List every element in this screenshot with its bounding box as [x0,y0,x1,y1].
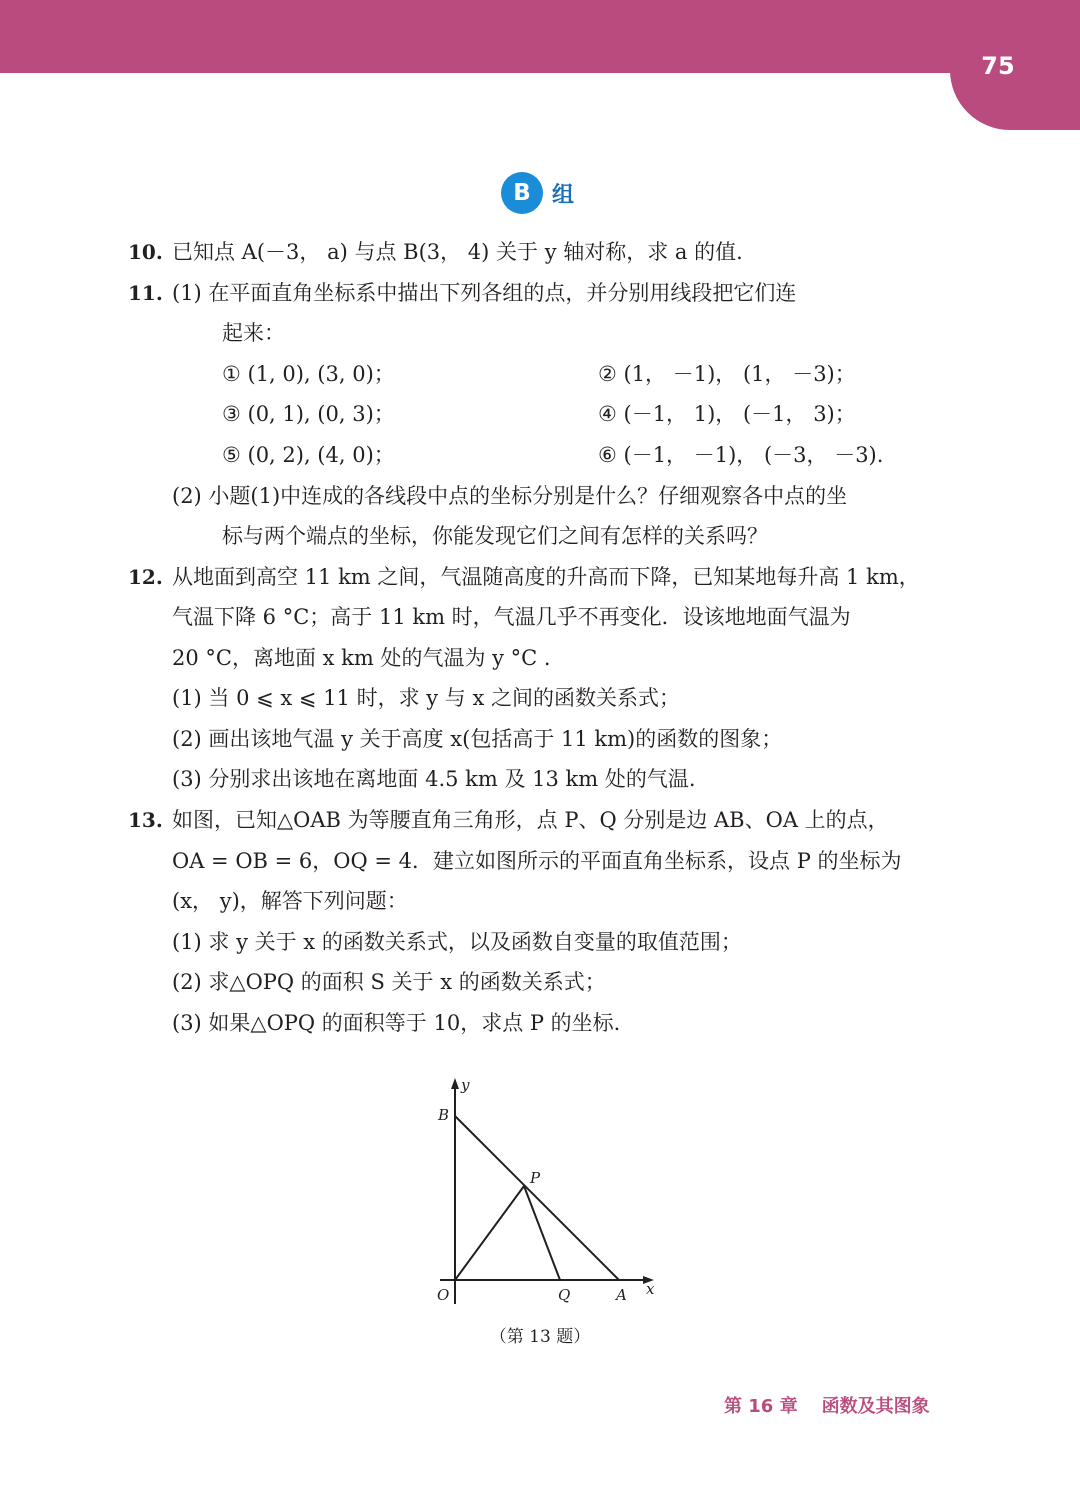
problem-13-q3: (3) 如果△OPQ 的面积等于 10，求点 P 的坐标. [172,1011,621,1035]
problem-12-q3: (3) 分别求出该地在离地面 4.5 km 及 13 km 处的气温. [172,767,696,791]
problem-11-part1-line1: (1) 在平面直角坐标系中描出下列各组的点，并分别用线段把它们连 [172,281,797,305]
problem-12-line3: 20 °C，离地面 x km 处的气温为 y °C . [172,646,551,670]
footer-chapter: 第 16 章 [724,1396,798,1417]
label-x: x [646,1280,655,1298]
group-badge: B [501,172,543,214]
y-axis-arrow [451,1078,459,1089]
triangle-figure [420,1072,670,1312]
problem-11-item-2: ② (1， －1)， (1， －3)； [598,362,856,386]
page-number: 75 [981,52,1015,80]
label-y: y [461,1076,470,1094]
chapter-footer [724,1392,954,1418]
problem-10-text: 已知点 A(－3， a) 与点 B(3， 4) 关于 y 轴对称，求 a 的值. [172,240,743,264]
problem-12-line1: 从地面到高空 11 km 之间，气温随高度的升高而下降，已知某地每升高 1 km， [172,565,920,589]
problem-11-item-1: ① (1, 0), (3, 0)； [222,362,395,386]
header-band [0,0,1080,73]
problem-12-line2: 气温下降 6 °C；高于 11 km 时，气温几乎不再变化．设该地地面气温为 [172,605,851,629]
problem-11-part1-line2: 起来： [222,321,285,345]
problem-11-number: 11. [128,281,163,305]
problem-12-q1: (1) 当 0 ⩽ x ⩽ 11 时，求 y 与 x 之间的函数关系式； [172,686,680,710]
page-number-tab [950,0,1080,130]
problem-10-number: 10. [128,240,163,264]
problem-12-number: 12. [128,565,163,589]
segment-op [455,1186,524,1280]
group-heading [501,172,574,214]
segment-pq [524,1186,560,1280]
group-label: 组 [552,182,575,208]
problem-13-line2: OA = OB = 6，OQ = 4．建立如图所示的平面直角坐标系，设点 P 的坐标为 [172,849,902,873]
problem-13-q1: (1) 求 y 关于 x 的函数关系式，以及函数自变量的取值范围； [172,930,742,954]
problem-11-item-6: ⑥ (－1， －1)， (－3， －3). [598,443,884,467]
problem-12-q2: (2) 画出该地气温 y 关于高度 x(包括高于 11 km)的函数的图象； [172,727,783,751]
problem-13-q2: (2) 求△OPQ 的面积 S 关于 x 的函数关系式； [172,970,606,994]
problem-11-part2-line2: 标与两个端点的坐标，你能发现它们之间有怎样的关系吗？ [222,524,768,548]
problem-13-line3: (x， y)，解答下列问题： [172,889,408,913]
problem-13-number: 13. [128,808,163,832]
label-q: Q [558,1286,571,1304]
problem-11-item-3: ③ (0, 1), (0, 3)； [222,402,395,426]
segment-ab [455,1116,619,1280]
problem-11-item-5: ⑤ (0, 2), (4, 0)； [222,443,395,467]
label-b: B [438,1106,450,1124]
footer-title: 函数及其图象 [821,1396,930,1417]
problem-13-line1: 如图，已知△OAB 为等腰直角三角形，点 P、Q 分别是边 AB、OA 上的点， [172,808,889,832]
problem-11-item-4: ④ (－1， 1)， (－1， 3)； [598,402,856,426]
figure-caption: （第 13 题） [489,1327,591,1347]
label-a: A [616,1286,627,1304]
problem-11-part2-line1: (2) 小题(1)中连成的各线段中点的坐标分别是什么？仔细观察各中点的坐 [172,484,848,508]
label-p: P [530,1169,541,1187]
label-o: O [437,1286,450,1304]
